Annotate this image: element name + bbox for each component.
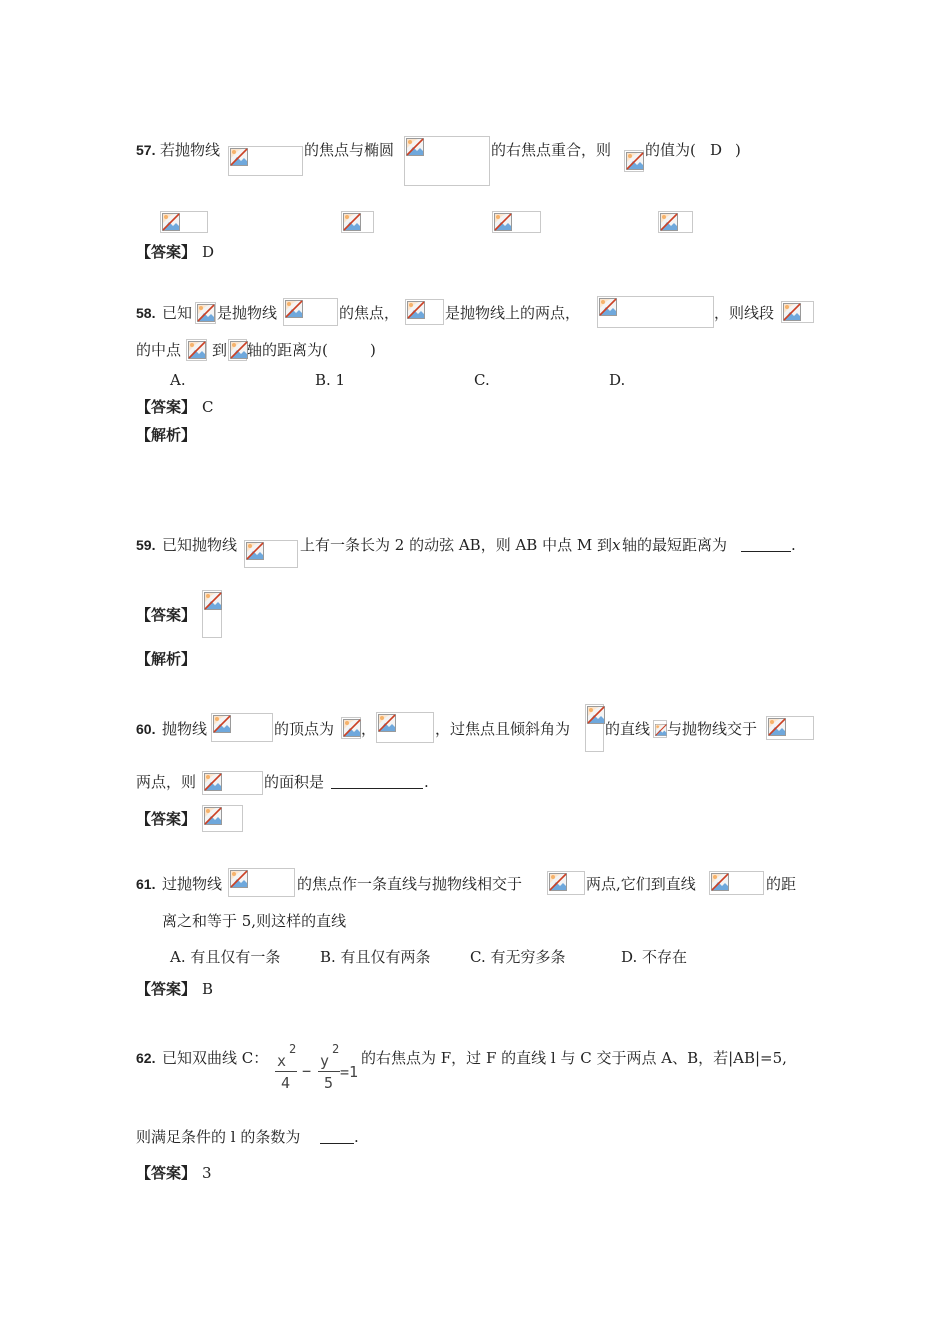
answer-label: 【答案】 xyxy=(136,398,197,416)
answer-blank xyxy=(331,772,423,789)
question-text: . xyxy=(424,773,429,791)
question-text: 离之和等于 5,则这样的直线 xyxy=(162,912,347,930)
question-text: 若抛物线 xyxy=(160,141,221,159)
fraction-1-numerator: x xyxy=(277,1052,287,1070)
formula-image xyxy=(781,301,814,323)
answer-value: C xyxy=(202,398,214,416)
broken-image-icon xyxy=(246,542,264,560)
broken-image-icon xyxy=(768,718,786,736)
question-text: ， xyxy=(361,720,377,738)
option-c: C. xyxy=(474,371,490,389)
question-text: ) xyxy=(735,141,741,159)
question-number: 57. xyxy=(136,142,156,158)
broken-image-icon xyxy=(213,715,231,733)
broken-image-icon xyxy=(494,213,512,231)
option-image-c xyxy=(492,211,541,233)
minus-sign: − xyxy=(302,1062,312,1080)
fraction-1-bar xyxy=(275,1071,297,1072)
option-image-b xyxy=(341,211,374,233)
formula-image xyxy=(376,712,434,743)
answer-label: 【答案】 xyxy=(136,606,197,624)
analysis-label: 【解析】 xyxy=(136,426,197,444)
broken-image-icon xyxy=(285,300,303,318)
formula-image xyxy=(228,146,303,176)
broken-image-icon xyxy=(197,304,215,322)
option-d: D. 不存在 xyxy=(621,948,688,966)
broken-image-icon xyxy=(204,773,222,791)
formula-image xyxy=(585,704,604,752)
question-text: 抛物线 xyxy=(162,720,208,738)
question-text: ，过焦点且倾斜角为 xyxy=(435,720,571,738)
formula-image xyxy=(186,339,207,361)
answer-value: 3 xyxy=(202,1164,212,1182)
question-text: 的值为( xyxy=(645,141,696,159)
broken-image-icon xyxy=(711,873,729,891)
answer-image xyxy=(202,805,243,832)
broken-image-icon xyxy=(378,714,396,732)
answer-blank xyxy=(741,535,791,552)
formula-image xyxy=(211,713,273,742)
formula-image xyxy=(597,296,714,328)
formula-image xyxy=(709,871,764,895)
broken-image-icon xyxy=(783,303,801,321)
question-text: 的焦点作一条直线与抛物线相交于 xyxy=(297,875,523,893)
question-text: ，则线段 xyxy=(714,304,775,322)
broken-image-icon xyxy=(407,301,425,319)
question-text: 的直线 xyxy=(605,720,651,738)
broken-image-icon xyxy=(204,807,222,825)
broken-image-icon xyxy=(230,341,248,359)
formula-image xyxy=(766,716,814,740)
question-text: 两点，则 xyxy=(136,773,197,791)
question-number: 58. xyxy=(136,305,156,321)
broken-image-icon xyxy=(188,341,206,359)
fraction-2-denominator: 5 xyxy=(324,1074,334,1092)
answer-value: D xyxy=(202,243,215,261)
chosen-answer: D xyxy=(710,141,723,159)
question-text: 过抛物线 xyxy=(162,875,223,893)
question-text: . xyxy=(791,536,796,554)
question-text: 则满足条件的 l 的条数为 xyxy=(136,1128,301,1146)
question-text: 是抛物线上的两点， xyxy=(445,304,581,322)
question-text: 已知双曲线 C： xyxy=(162,1049,269,1067)
broken-image-icon xyxy=(162,213,180,231)
question-text: 的距 xyxy=(766,875,797,893)
formula-image xyxy=(404,136,490,186)
formula-image xyxy=(283,298,338,326)
option-image-d xyxy=(658,211,693,233)
broken-image-icon xyxy=(587,706,605,724)
fraction-2-bar xyxy=(318,1071,340,1072)
option-a: A. xyxy=(170,371,186,389)
option-d: D. xyxy=(609,371,626,389)
broken-image-icon xyxy=(626,152,644,170)
fraction-2-exponent: 2 xyxy=(332,1042,340,1056)
option-b: B. 1 xyxy=(315,371,346,389)
question-text: 的顶点为 xyxy=(274,720,335,738)
formula-image xyxy=(228,868,295,897)
question-text: 轴的距离为( xyxy=(247,341,328,359)
option-image-a xyxy=(160,211,208,233)
formula-image xyxy=(202,771,263,795)
variable-x: x xyxy=(612,536,621,554)
fraction-2-numerator: y xyxy=(320,1052,330,1070)
question-text: 到 xyxy=(212,341,228,359)
question-text: 的面积是 xyxy=(264,773,325,791)
question-number: 59. xyxy=(136,537,156,553)
question-number: 62. xyxy=(136,1050,156,1066)
question-text: 已知抛物线 xyxy=(162,536,238,554)
answer-label: 【答案】 xyxy=(136,1164,197,1182)
formula-image xyxy=(547,871,585,895)
question-text: 已知 xyxy=(162,304,193,322)
answer-image xyxy=(202,590,222,638)
broken-image-icon xyxy=(343,213,361,231)
formula-image xyxy=(653,720,667,738)
broken-image-icon xyxy=(204,592,222,610)
question-text: 与抛物线交于 xyxy=(667,720,758,738)
answer-label: 【答案】 xyxy=(136,243,197,261)
fraction-1-denominator: 4 xyxy=(281,1074,291,1092)
question-number: 61. xyxy=(136,876,156,892)
question-text: 的右焦点重合，则 xyxy=(491,141,612,159)
formula-image xyxy=(195,302,216,324)
answer-label: 【答案】 xyxy=(136,810,197,828)
question-number: 60. xyxy=(136,721,156,737)
option-c: C. 有无穷多条 xyxy=(470,948,566,966)
option-a: A. 有且仅有一条 xyxy=(170,948,281,966)
formula-image xyxy=(624,150,644,172)
broken-image-icon xyxy=(230,870,248,888)
formula-image xyxy=(244,540,298,568)
question-text: 上有一条长为 2 的动弦 AB，则 AB 中点 M 到 xyxy=(300,536,612,554)
question-text: 的焦点， xyxy=(339,304,400,322)
question-text: . xyxy=(354,1128,359,1146)
answer-label: 【答案】 xyxy=(136,980,197,998)
analysis-label: 【解析】 xyxy=(136,650,197,668)
answer-blank xyxy=(320,1127,354,1144)
question-text: ) xyxy=(370,341,376,359)
option-b: B. 有且仅有两条 xyxy=(320,948,431,966)
broken-image-icon xyxy=(406,138,424,156)
formula-image xyxy=(341,717,361,739)
broken-image-icon xyxy=(230,148,248,166)
broken-image-icon xyxy=(660,213,678,231)
question-text: 轴的最短距离为 xyxy=(622,536,728,554)
formula-image xyxy=(228,339,247,361)
broken-image-icon xyxy=(549,873,567,891)
question-text: 的中点 xyxy=(136,341,182,359)
fraction-1-exponent: 2 xyxy=(289,1042,297,1056)
answer-value: B xyxy=(202,980,214,998)
question-text: 两点,它们到直线 xyxy=(586,875,696,893)
formula-image xyxy=(405,299,444,325)
equals-one: =1 xyxy=(340,1063,359,1081)
broken-image-icon xyxy=(655,722,667,738)
question-text: 是抛物线 xyxy=(217,304,278,322)
broken-image-icon xyxy=(343,719,361,737)
broken-image-icon xyxy=(599,298,617,316)
question-text: 的右焦点为 F，过 F 的直线 l 与 C 交于两点 A、B，若|AB|=5, xyxy=(361,1049,787,1067)
question-text: 的焦点与椭圆 xyxy=(304,141,395,159)
